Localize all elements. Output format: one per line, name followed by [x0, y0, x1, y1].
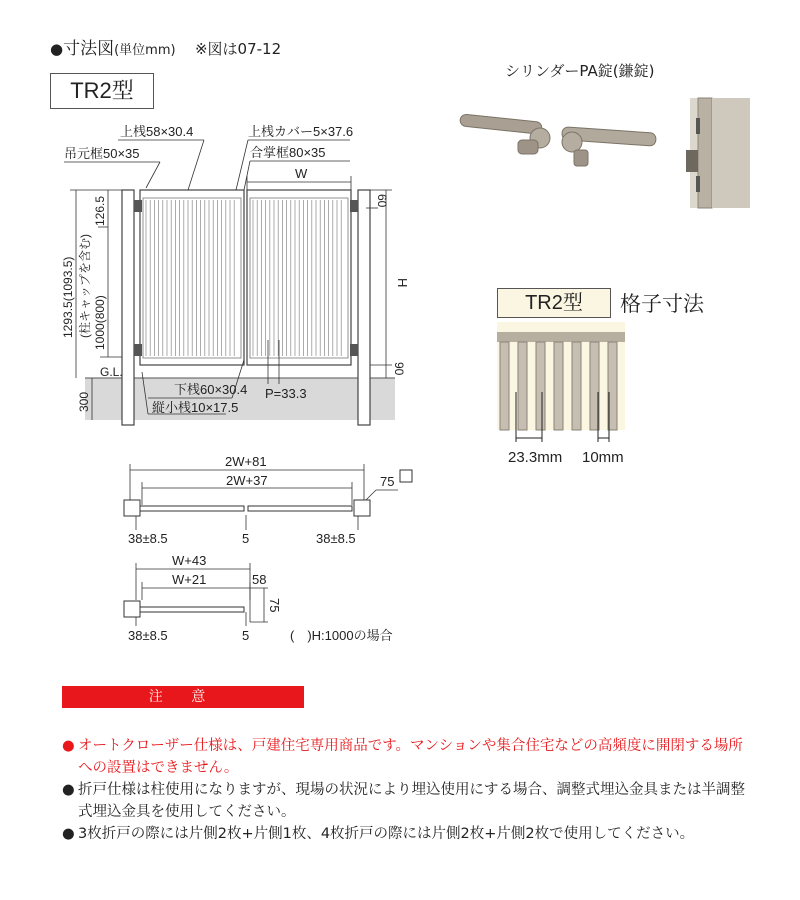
lattice-title: 格子寸法 — [620, 292, 704, 316]
notice-bullet: ● — [62, 782, 75, 798]
heading-note: ※図は07-12 — [194, 40, 282, 58]
label-center-gap: 5 — [242, 531, 250, 546]
label-hinge-frame: 吊元框50×35 — [64, 146, 140, 161]
notice-bullet: ● — [62, 826, 75, 842]
label-height: H — [395, 278, 410, 288]
heading-title: 寸法図 — [63, 39, 115, 59]
notice-item — [62, 823, 752, 845]
plan-view-1 — [124, 464, 412, 530]
notice-list — [62, 735, 752, 845]
heading-bullet: ● — [50, 40, 64, 58]
label-bottom-rail: 下桟60×30.4 — [174, 382, 248, 397]
label-pitch: P=33.3 — [265, 386, 307, 401]
label-post-75: 75 — [380, 474, 395, 489]
label-2w81: 2W+81 — [225, 454, 267, 469]
label-dim-1000: 1000(800) — [93, 295, 107, 350]
label-dim-75: 75 — [267, 598, 282, 613]
latch-detail-image — [686, 98, 750, 208]
heading-unit: (単位mm) — [114, 43, 176, 58]
label-top-cover: 上桟カバー5×37.6 — [248, 124, 354, 139]
label-w21: W+21 — [172, 572, 207, 587]
hinge-bottom-left — [134, 344, 142, 356]
lock-title: シリンダーPA錠(鎌錠) — [505, 62, 655, 80]
label-left-offset: 38±8.5 — [128, 531, 168, 546]
label-top-rail: 上桟58×30.4 — [120, 124, 194, 139]
label-right-offset: 38±8.5 — [316, 531, 356, 546]
label-dim-total-note: (柱キャップを含む) — [78, 234, 92, 338]
label-slat: 縦小桟10×17.5 — [152, 400, 239, 415]
hinge-top-left — [134, 200, 142, 212]
notice-bullet: ● — [62, 738, 75, 754]
lever-handle-image — [460, 114, 657, 166]
label-2w37: 2W+37 — [226, 473, 268, 488]
lattice-gap-label: 23.3mm — [508, 449, 563, 466]
label-left-offset-2: 38±8.5 — [128, 628, 168, 643]
label-dim-300: 300 — [77, 391, 91, 412]
right-post — [358, 190, 370, 425]
hinge-top-right — [350, 200, 358, 212]
label-dim-126: 126.5 — [93, 195, 107, 226]
notice-item — [62, 735, 752, 779]
type-label: TR2型 — [50, 73, 154, 109]
label-gap-2: 5 — [242, 628, 250, 643]
notice-text: 折戸仕様は柱使用になりますが、現場の状況により埋込使用にする場合、調整式埋込金具または半調整式埋込金具を使用してください。 — [78, 782, 745, 820]
notice-item — [62, 779, 752, 823]
label-w43: W+43 — [172, 553, 207, 568]
lattice-bar-label: 10mm — [582, 449, 624, 466]
label-gl: G.L. — [100, 365, 123, 379]
notice-bar: 注 意 — [62, 686, 304, 708]
label-width: W — [295, 166, 308, 181]
left-post — [122, 190, 134, 425]
label-dim-60: 60 — [375, 194, 389, 208]
label-dim-total: 1293.5(1093.5) — [61, 256, 75, 338]
label-dim-58: 58 — [252, 572, 267, 587]
label-meeting-frame: 合掌框80×35 — [250, 145, 326, 160]
lattice-detail — [497, 322, 625, 442]
notice-text: 3枚折戸の際には片側2枚+片側1枚、4枚折戸の際には片側2枚+片側2枚で使用してください。 — [78, 826, 695, 842]
label-dim-90: 90 — [392, 362, 406, 376]
lattice-type-label: TR2型 — [497, 288, 611, 318]
label-paren-note: ( )H:1000の場合 — [290, 628, 393, 643]
hinge-bottom-right — [350, 344, 358, 356]
notice-text: オートクローザー仕様は、戸建住宅専用商品です。マンションや集合住宅などの高頻度に開閉する場所への設置はできません。 — [78, 738, 743, 776]
